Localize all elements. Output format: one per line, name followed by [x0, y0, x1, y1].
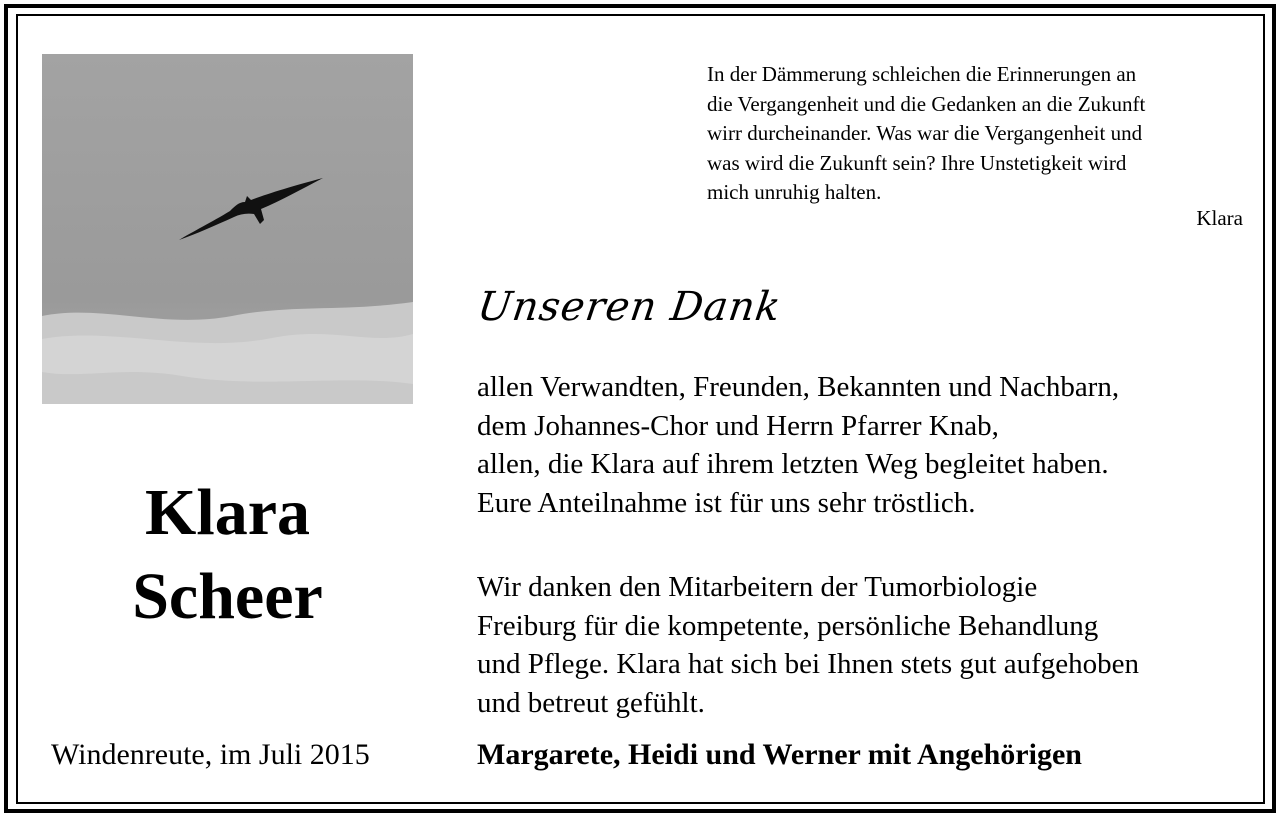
last-name: Scheer — [132, 560, 323, 633]
thanks-title: Unseren Dank — [474, 284, 785, 330]
inner-border — [16, 14, 1265, 804]
text-line: Freiburg für die kompetente, persönliche Behandlung — [477, 609, 1099, 642]
quote-line: was wird die Zukunft sein? Ihre Unstetigkeit wird — [707, 150, 1127, 175]
quote-line: wirr durcheinander. Was war die Vergangenheit und — [707, 121, 1143, 145]
text-line: und betreut gefühlt. — [477, 686, 705, 719]
quote-line: mich unruhig halten. — [707, 180, 882, 204]
text-line: Wir danken den Mitarbeitern der Tumorbiologie — [477, 571, 1038, 603]
text-line: allen, die Klara auf ihrem letzten Weg begleitet haben. — [477, 448, 1109, 480]
text-line: und Pflege. Klara hat sich bei Ihnen stets gut aufgehoben — [477, 648, 1139, 680]
text-line: Eure Anteilnahme ist für uns sehr tröstlich. — [477, 486, 976, 519]
staff-thanks-paragraph — [477, 568, 1267, 722]
quote-line: die Vergangenheit und die Gedanken an die Zukunft — [707, 91, 1146, 116]
thanks-paragraph — [477, 368, 1267, 522]
place-date: Windenreute, im Juli 2015 — [51, 738, 370, 771]
bird-photo — [42, 54, 413, 404]
text-line: dem Johannes-Chor und Herrn Pfarrer Knab, — [477, 409, 999, 442]
quote-author: Klara — [1196, 206, 1243, 230]
first-name: Klara — [145, 476, 310, 549]
text-line: allen Verwandten, Freunden, Bekannten und Nachbarn, — [477, 371, 1120, 403]
deceased-name — [42, 471, 413, 639]
quote-line: In der Dämmerung schleichen die Erinnerungen an — [707, 62, 1137, 86]
outer-border — [4, 4, 1276, 813]
quote-block — [707, 60, 1247, 208]
bird-sky-image — [42, 54, 413, 404]
signature: Margarete, Heidi und Werner mit Angehörigen — [477, 738, 1082, 771]
